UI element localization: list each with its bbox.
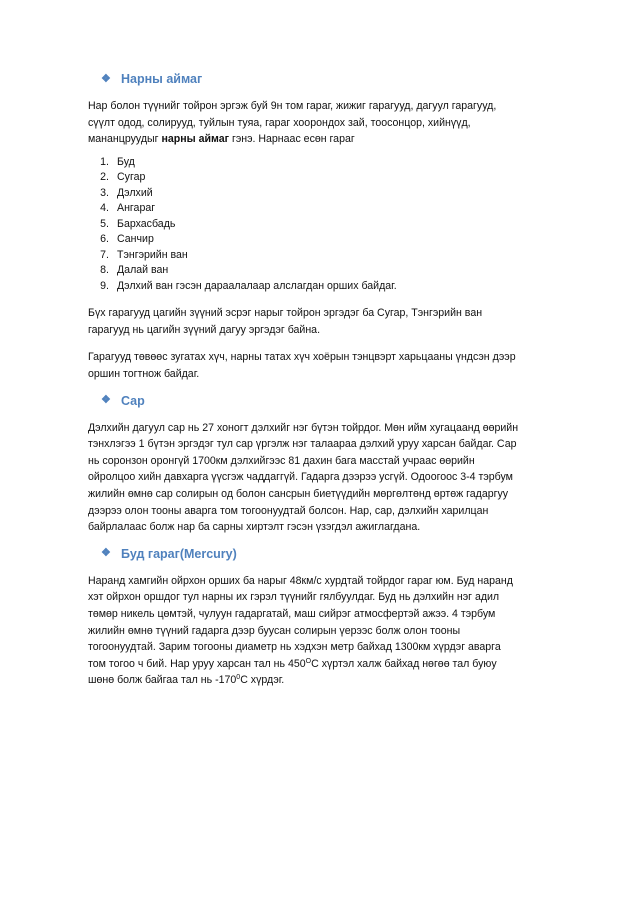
paragraph-line: том тогоо ч бий. Нар уруу харсан тал нь $450^OС$ хүртэл халж байхад нөгөө тал буюу xyxy=(88,657,497,670)
bold-term: нарны аймаг xyxy=(161,133,230,146)
section-heading-solar-system xyxy=(101,70,558,88)
paragraph-line: дээрээ олон тооны аварга том тогоонуудтай болсон. Нар, сар, дэлхийн харилцан xyxy=(88,504,489,517)
paragraph-line: тэнхлэгээ 1 бүтэн эргэдэг тул сар үргэлж нэг талаараа дэлхий уруу харсан байдаг. Сар xyxy=(88,438,517,451)
document-page xyxy=(88,70,558,689)
diamond-bullet-icon: ❖ xyxy=(101,72,111,85)
superscript: O xyxy=(305,657,312,665)
paragraph-line: тогоонуудтай. Зарим тогооны диаметр нь хэдхэн метр байхад 1300км хүрдэг аварга xyxy=(88,641,501,654)
heading-text: Буд гараг(Mercury) xyxy=(121,546,237,561)
list-item: 5. Бархасбадь xyxy=(100,217,176,230)
paragraph-line: Наранд хамгийн ойрхон орших ба нарыг 48км/с хурдтай тойрдог гараг юм. Буд наранд xyxy=(88,574,513,587)
paragraph-line: оршин тогтнож байдаг. xyxy=(88,368,200,381)
list-item: 3. Дэлхий xyxy=(100,186,153,199)
paragraph-line: төмөр никель цөмтэй, чулуун гадаргатай, маш сийрэг атмосфертэй ажээ. 4 тэрбум xyxy=(88,608,496,620)
list-item: 7. Тэнгэрийн ван xyxy=(100,248,188,261)
paragraph-line: Дэлхийн дагуул сар нь 27 хоногт дэлхийг нэг бүтэн тойрдог. Мөн ийм хугацаанд өөрийн xyxy=(88,421,519,434)
paragraph-line: мананцруудыг нарны аймаг гэнэ. Нарнаас есөн гараг xyxy=(88,133,355,146)
paragraph-line: ойролцоо хийн давхарга үүсгэж чаддаггүй. Гадарга дээрээ усгүй. Одоогоос 3-4 тэрбум xyxy=(88,471,513,484)
diamond-bullet-icon: ❖ xyxy=(101,394,111,407)
section-heading-mercury xyxy=(101,545,558,563)
list-item: 8. Далай ван xyxy=(100,264,169,277)
list-item: 2. Сугар xyxy=(100,171,146,184)
section-heading-moon xyxy=(101,392,558,410)
paragraph-line: байрлалаас болж нар ба сарны хиртэлт гэсэн үзэгдэл ажиглагдана. xyxy=(88,521,421,534)
paragraph-line: сүүлт одод, солирууд, туйлын туяа, гараг хоорондох зай, тоосонцор, хийнүүд, xyxy=(88,116,471,129)
paragraph-line: Бүх гарагууд цагийн зүүний эсрэг нарыг тойрон эргэдэг ба Сугар, Тэнгэрийн ван xyxy=(88,307,483,320)
heading-text: Нарны аймаг xyxy=(121,72,203,86)
planet-list xyxy=(88,155,558,295)
paragraph-line: Нар болон түүнийг тойрон эргэж буй 9н том гараг, жижиг гарагууд, дагуул гарагууд, xyxy=(88,100,497,112)
list-item: 6. Санчир xyxy=(100,233,154,246)
list-item: 1. Буд xyxy=(100,155,135,168)
paragraph-line: хэт ойрхон оршдог тул нарны их гэрэл түүнийг гялбуулдаг. Буд нь дэлхийн нэг адил xyxy=(88,591,500,604)
list-item: 9. Дэлхий ван гэсэн дараалалаар алслагдан орших байдаг. xyxy=(100,279,397,292)
paragraph-line: нь соронзон оронгүй 1700км дэлхийгээс 81 дахин бага масстай учраас өөрийн xyxy=(88,454,475,467)
superscript: 0 xyxy=(236,674,241,682)
paragraph-line: Гарагууд төвөөс зугатах хүч, нарны татах хүч хоёрын тэнцвэрт харьцааны үндсэн дээр xyxy=(88,351,516,364)
heading-text: Сар xyxy=(121,393,145,408)
paragraph-line: жилийн өмнө сар солирын од болон сансрын биетүүдийн мөргөлтөнд өртөж гадаргуу xyxy=(88,488,509,501)
paragraph-line: жилийн өмнө түүний гадарга дээр буусан солирын үерээс болж олон тооны xyxy=(88,624,461,637)
diamond-bullet-icon: ❖ xyxy=(101,547,111,560)
paragraph-line: гарагууд нь цагийн зүүний дагуу эргэдэг байна. xyxy=(88,323,321,336)
paragraph-line: шөнө болж байгаа тал нь $-170^0С$ хүрдэг. xyxy=(88,674,285,687)
list-item: 4. Ангараг xyxy=(100,202,156,215)
